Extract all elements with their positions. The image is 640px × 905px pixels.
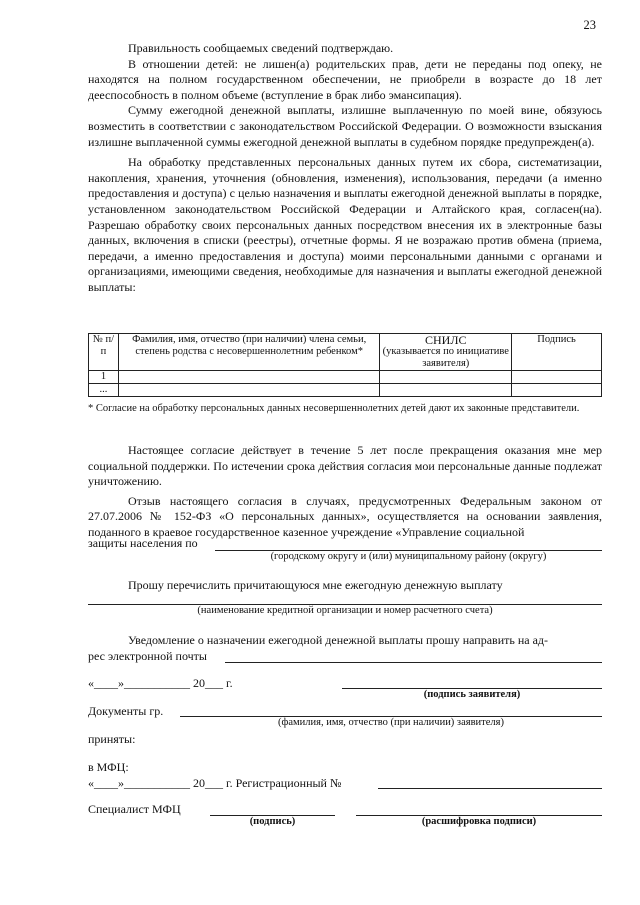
paragraph-children: В отношении детей: не лишен(а) родительских прав, дети не переданы под опеку, не находятся на полном государственном обеспечении, не приобрели в возрасте до 18 лет дееспособность в полном объеме (вступление в брак либо эмансипация). xyxy=(88,56,602,102)
documents-label: Документы гр. xyxy=(88,704,164,718)
table-header-row xyxy=(89,334,602,371)
bank-caption: (наименование кредитной организации и номер расчетного счета) xyxy=(197,605,493,616)
specialist-label: Специалист МФЦ xyxy=(88,802,181,816)
mfc-date-registration[interactable]: «____»___________ 20___ г. Регистрационный № xyxy=(88,776,342,790)
family-members-table xyxy=(88,333,602,397)
paragraph-validity: Настоящее согласие действует в течение 5 лет после прекращения оказания мне мер социальной поддержки. По истечении срока действия согласия мои персональные данные подлежат уничтожению. xyxy=(88,443,602,489)
cell-fio[interactable] xyxy=(118,371,379,384)
footnote: * Согласие на обработку персональных данных несовершеннолетних детей дают их законные представители. xyxy=(88,403,580,414)
cell-snils[interactable] xyxy=(380,371,512,384)
table-row xyxy=(89,384,602,397)
paragraph-personal-data: На обработку представленных персональных данных путем их сбора, систематизации, накопления, хранения, уточнения (обновления, изменения), использования, передачи (а именно предоставления и доступа) с целью назначения и выплаты ежегодной денежной выплаты в порядке, установленном законодательством Российской Федерации и Алтайского края, согласен(на). Разрешаю обработку своих персональных данных посредством внесения их в электронные базы данных, включения в списки (реестры), отчетные формы. Я не возражаю против обмена (приема, передачи, а именно предоставления и доступа) моими персональными данными с органами и организациями, имеющими сведения, необходимые для назначения и выплаты ежегодной денежной выплаты: xyxy=(88,155,602,294)
consent-text xyxy=(88,41,602,296)
header-fio: Фамилия, имя, отчество (при наличии) члена семьи, степень родства с несовершеннолетним ребенком* xyxy=(118,334,379,371)
mfc-label: в МФЦ: xyxy=(88,760,129,774)
notice-line-1: Уведомление о назначении ежегодной денежной выплаты прошу направить на ад- xyxy=(128,633,549,647)
applicant-fio-caption: (фамилия, имя, отчество (при наличии) заявителя) xyxy=(278,717,504,728)
cell-snils[interactable] xyxy=(380,384,512,397)
email-field[interactable] xyxy=(225,662,602,663)
cell-fio[interactable] xyxy=(118,384,379,397)
header-snils-sub: (указывается по инициативе заявителя) xyxy=(382,346,509,369)
registration-number-field[interactable] xyxy=(378,788,602,789)
header-snils xyxy=(380,334,512,371)
validity-text xyxy=(88,443,602,541)
paragraph-revocation: Отзыв настоящего согласия в случаях, предусмотренных Федеральным законом от 27.07.2006 № 152-ФЗ «О персональных данных», осуществляется на основании заявления, поданного в краевое государственное казенное учреждение «Управление социальной xyxy=(88,493,602,539)
paragraph-refund: Сумму ежегодной денежной выплаты, излишне выплаченную по моей вине, обязуюсь возместить в соответствии с законодательством Российской Федерации. О возможности взыскания излишне выплаченной суммы ежегодной денежной выплаты в судебном порядке предупрежден(а). xyxy=(88,103,602,149)
header-number: № п/п xyxy=(89,334,119,371)
table-row xyxy=(89,371,602,384)
okrug-caption: (городскому округу и (или) муниципальному району (округу) xyxy=(270,551,547,562)
header-snils-title: СНИЛС xyxy=(425,333,467,347)
cell-number: 1 xyxy=(89,371,119,384)
accepted-label: приняты: xyxy=(88,732,136,746)
applicant-signature-caption: (подпись заявителя) xyxy=(423,689,521,700)
notice-line-2: рес электронной почты xyxy=(88,649,207,663)
specialist-signature-caption: (подпись) xyxy=(249,816,296,827)
okrug-label: защиты населения по xyxy=(88,536,198,550)
paragraph-confirm: Правильность сообщаемых сведений подтверждаю. xyxy=(128,41,394,55)
cell-signature[interactable] xyxy=(512,384,602,397)
cell-number: ... xyxy=(89,384,119,397)
applicant-date[interactable]: «____»___________ 20___ г. xyxy=(88,676,233,690)
page-number: 23 xyxy=(583,18,596,32)
transfer-request: Прошу перечислить причитающуюся мне ежегодную денежную выплату xyxy=(128,578,503,592)
specialist-name-caption: (расшифровка подписи) xyxy=(421,816,537,827)
cell-signature[interactable] xyxy=(512,371,602,384)
header-signature: Подпись xyxy=(512,334,602,371)
